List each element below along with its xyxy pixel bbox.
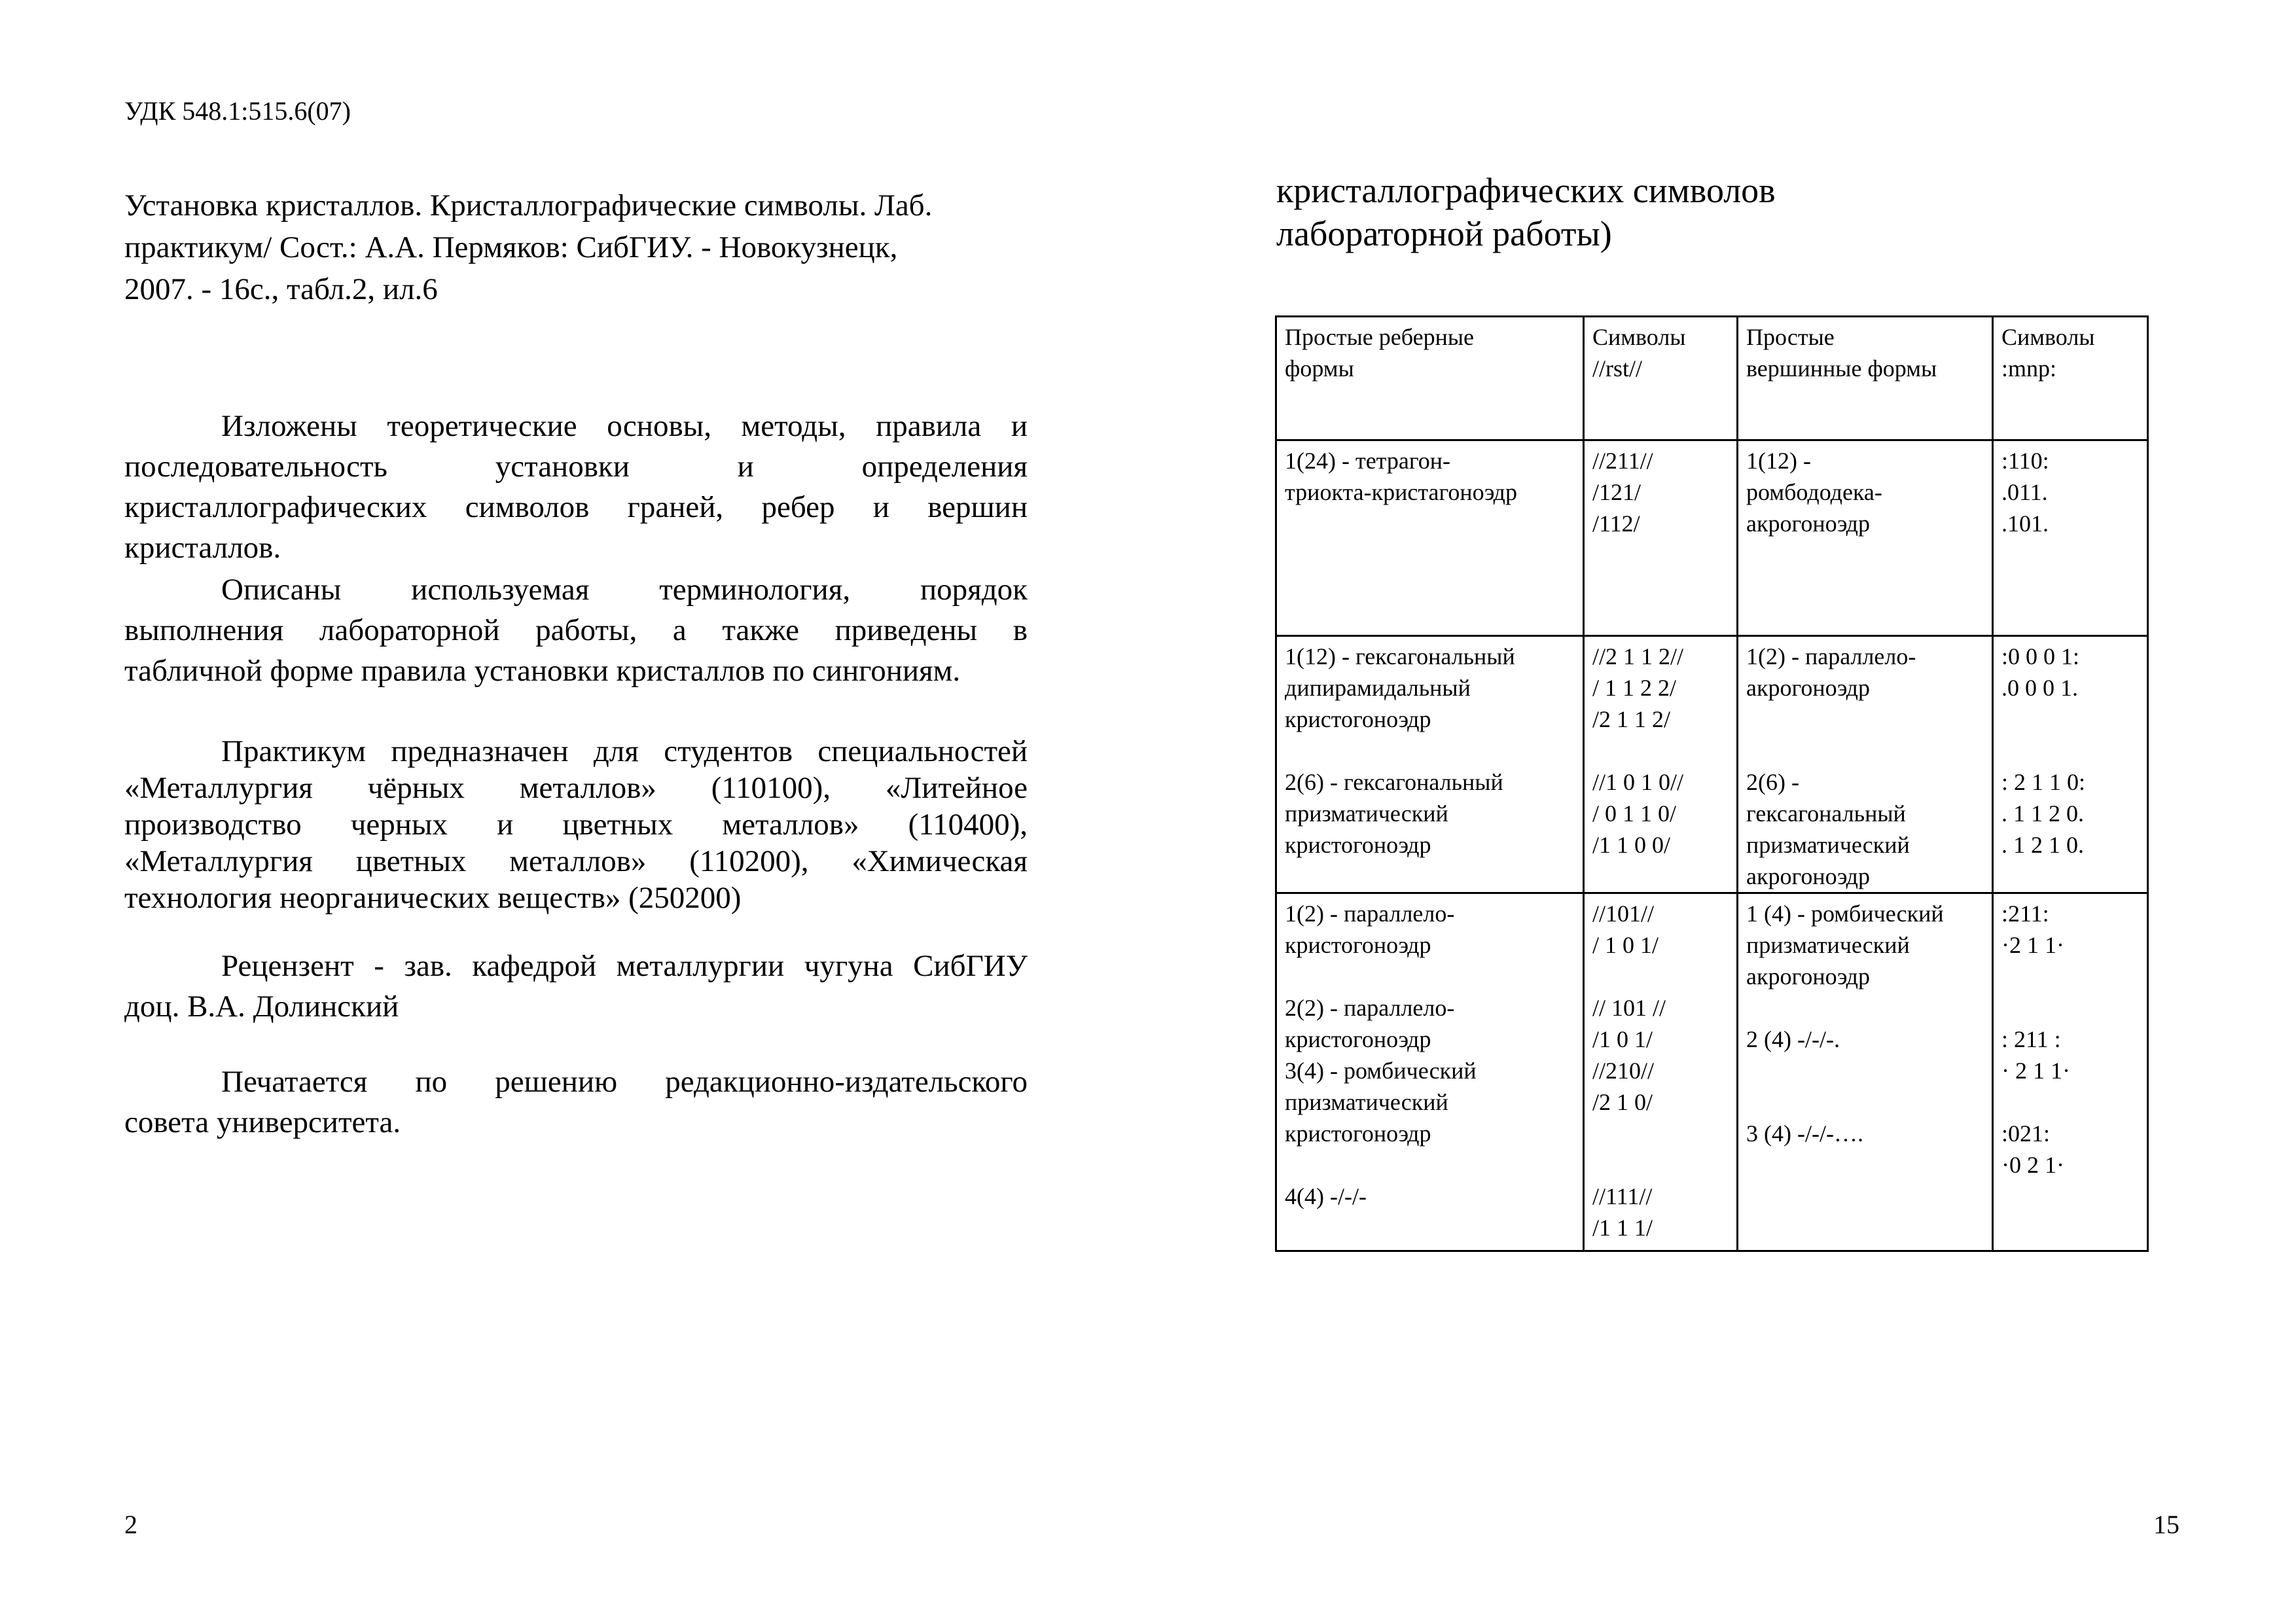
reference-line: Установка кристаллов. Кристаллографические символы. Лаб.	[124, 188, 933, 223]
page-number-right: 15	[2153, 1510, 2179, 1539]
header-cell: Символы //rst//	[1584, 317, 1738, 440]
table-cell: //2 1 1 2// / 1 1 2 2/ /2 1 1 2/ //1 0 1 0// / 0 1 1 0/ /1 1 0 0/	[1584, 636, 1738, 893]
udk-code: УДК 548.1:515.6(07)	[124, 96, 351, 126]
abstract-line: кристаллов.	[124, 531, 281, 565]
abstract-line: последовательность установки и определения	[124, 450, 1028, 484]
table-cell: 1(24) - тетрагон- триокта-кристагоноэдр	[1276, 440, 1584, 636]
table-row	[1276, 893, 2148, 1251]
purpose-line: производство черных и цветных металлов» (110400),	[124, 808, 1028, 842]
table-row	[1276, 440, 2148, 636]
crystal-forms-table	[1275, 315, 2149, 1252]
abstract-paragraph-2	[124, 569, 1028, 691]
reviewer-paragraph	[124, 946, 1028, 1027]
abstract-line: Описаны используемая терминология, порядок	[221, 573, 1028, 607]
table-row	[1276, 636, 2148, 893]
reviewer-line: доц. В.А. Долинский	[124, 990, 399, 1024]
abstract-line: Изложены теоретические основы, методы, правила и	[221, 409, 1028, 443]
table-cell: :110: .011. .101.	[1993, 440, 2148, 636]
heading-line: лабораторной работы)	[1276, 214, 1612, 253]
table-cell: :211: ·2 1 1· : 211 : · 2 1 1· :021: ·0 2 1·	[1993, 893, 2148, 1251]
publication-note	[124, 1061, 1028, 1143]
table-cell: 1 (4) - ромбический призматический акрогоноэдр 2 (4) -/-/-. 3 (4) -/-/-….	[1738, 893, 1993, 1251]
header-cell: Простые реберные формы	[1276, 317, 1584, 440]
header-cell: Простые вершинные формы	[1738, 317, 1993, 440]
purpose-line: Практикум предназначен для студентов специальностей	[221, 734, 1028, 768]
abstract-paragraph-1	[124, 406, 1028, 568]
bibliographic-reference	[124, 185, 1041, 310]
page-number-left: 2	[124, 1510, 137, 1539]
table-heading	[1276, 169, 1776, 255]
purpose-line: технология неорганических веществ» (250200)	[124, 881, 742, 915]
header-cell: Символы :mnp:	[1993, 317, 2148, 440]
table-cell: 1(12) - гексагональный дипирамидальный кристогоноэдр 2(6) - гексагональный призматический кристогоноэдр	[1276, 636, 1584, 893]
purpose-line: «Металлургия чёрных металлов» (110100), «Литейное	[124, 771, 1028, 805]
heading-line: кристаллографических символов	[1276, 171, 1776, 210]
table-cell: 1(2) - параллело- акрогоноэдр 2(6) - гексагональный призматический акрогоноэдр	[1738, 636, 1993, 893]
purpose-line: «Металлургия цветных металлов» (110200), «Химическая	[124, 844, 1028, 878]
table-cell: //101// / 1 0 1/ // 101 // /1 0 1/ //210// /2 1 0/ //111// /1 1 1/	[1584, 893, 1738, 1251]
abstract-line: табличной форме правила установки кристаллов по сингониям.	[124, 654, 961, 688]
table-cell: :0 0 0 1: .0 0 0 1. : 2 1 1 0: . 1 1 2 0. . 1 2 1 0.	[1993, 636, 2148, 893]
abstract-line: кристаллографических символов граней, ребер и вершин	[124, 490, 1028, 524]
table-cell: 1(2) - параллело- кристогоноэдр 2(2) - параллело- кристогоноэдр 3(4) - ромбический призматический кристогоноэдр 4(4) -/-/-	[1276, 893, 1584, 1251]
reference-line: 2007. - 16с., табл.2, ил.6	[124, 272, 438, 306]
abstract-line: выполнения лабораторной работы, а также приведены в	[124, 613, 1028, 647]
reviewer-line: Рецензент - зав. кафедрой металлургии чугуна СибГИУ	[221, 949, 1028, 983]
publication-line: совета университета.	[124, 1105, 401, 1139]
table-cell: 1(12) - ромбододека- акрогоноэдр	[1738, 440, 1993, 636]
reference-line: практикум/ Сост.: А.А. Пермяков: СибГИУ. - Новокузнецк,	[124, 230, 898, 264]
publication-line: Печатается по решению редакционно-издательского	[221, 1065, 1028, 1099]
purpose-paragraph	[124, 733, 1028, 916]
table-cell: //211// /121/ /112/	[1584, 440, 1738, 636]
table-header-row	[1276, 317, 2148, 440]
